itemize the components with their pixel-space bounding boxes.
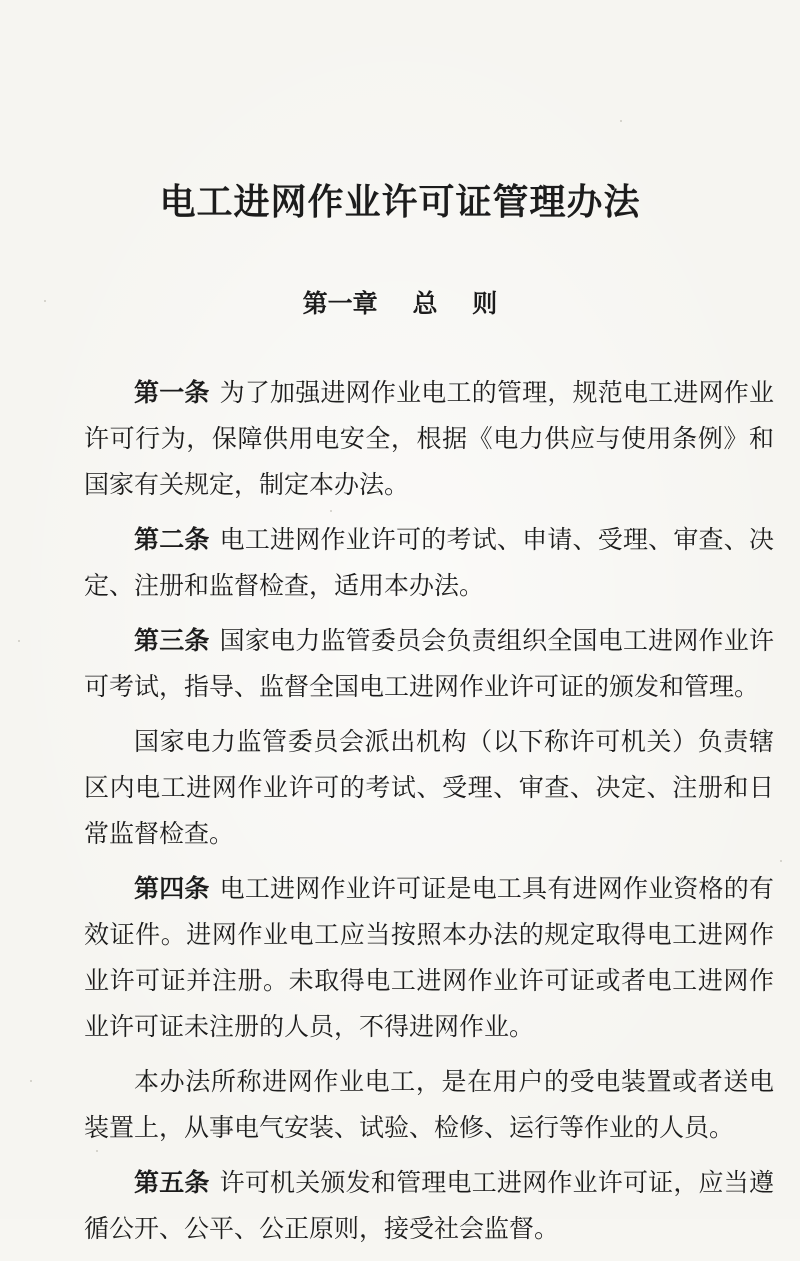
article-text: 许可机关颁发和管理电工进网作业许可证，应当遵循公开、公平、公正原则，接受社会监督。	[84, 1168, 774, 1243]
document-body	[84, 370, 774, 1261]
article-text: 电工进网作业许可的考试、申请、受理、审查、决定、注册和监督检查，适用本办法。	[84, 525, 774, 600]
article-text: 电工进网作业许可证是电工具有进网作业资格的有效证件。进网作业电工应当按照本办法的规定取得电工进网作业许可证并注册。未取得电工进网作业许可证或者电工进网作业许可证未注册的人员，不得进网作业。	[84, 874, 774, 1041]
chapter-heading: 第一章 总 则	[302, 289, 498, 318]
paragraph-text: 国家电力监管委员会派出机构（以下称许可机关）负责辖区内电工进网作业许可的考试、受理、审查、决定、注册和日常监督检查。	[84, 727, 774, 848]
article-number: 第四条	[134, 874, 210, 903]
paragraph-text: 本办法所称进网作业电工，是在用户的受电装置或者送电装置上，从事电气安装、试验、检修、运行等作业的人员。	[84, 1067, 774, 1142]
scan-speck	[30, 1080, 32, 1082]
scan-speck	[18, 640, 20, 642]
article-1-paragraph	[84, 370, 774, 508]
article-number: 第二条	[134, 525, 210, 554]
article-5-paragraph	[84, 1160, 774, 1252]
article-number: 第一条	[134, 378, 210, 407]
scan-speck	[780, 860, 782, 862]
article-number: 第五条	[134, 1168, 210, 1197]
article-number: 第三条	[134, 626, 210, 655]
article-4-continuation-paragraph	[84, 1059, 774, 1151]
article-3-continuation-paragraph	[84, 719, 774, 857]
article-2-paragraph	[84, 517, 774, 609]
article-4-paragraph	[84, 866, 774, 1050]
article-text: 为了加强进网作业电工的管理，规范电工进网作业许可行为，保障供用电安全，根据《电力供应与使用条例》和国家有关规定，制定本办法。	[84, 378, 774, 499]
article-3-paragraph	[84, 618, 774, 710]
scan-speck	[620, 120, 622, 122]
article-text: 国家电力监管委员会负责组织全国电工进网作业许可考试，指导、监督全国电工进网作业许可证的颁发和管理。	[84, 626, 774, 701]
document-title: 电工进网作业许可证管理办法	[159, 181, 641, 223]
